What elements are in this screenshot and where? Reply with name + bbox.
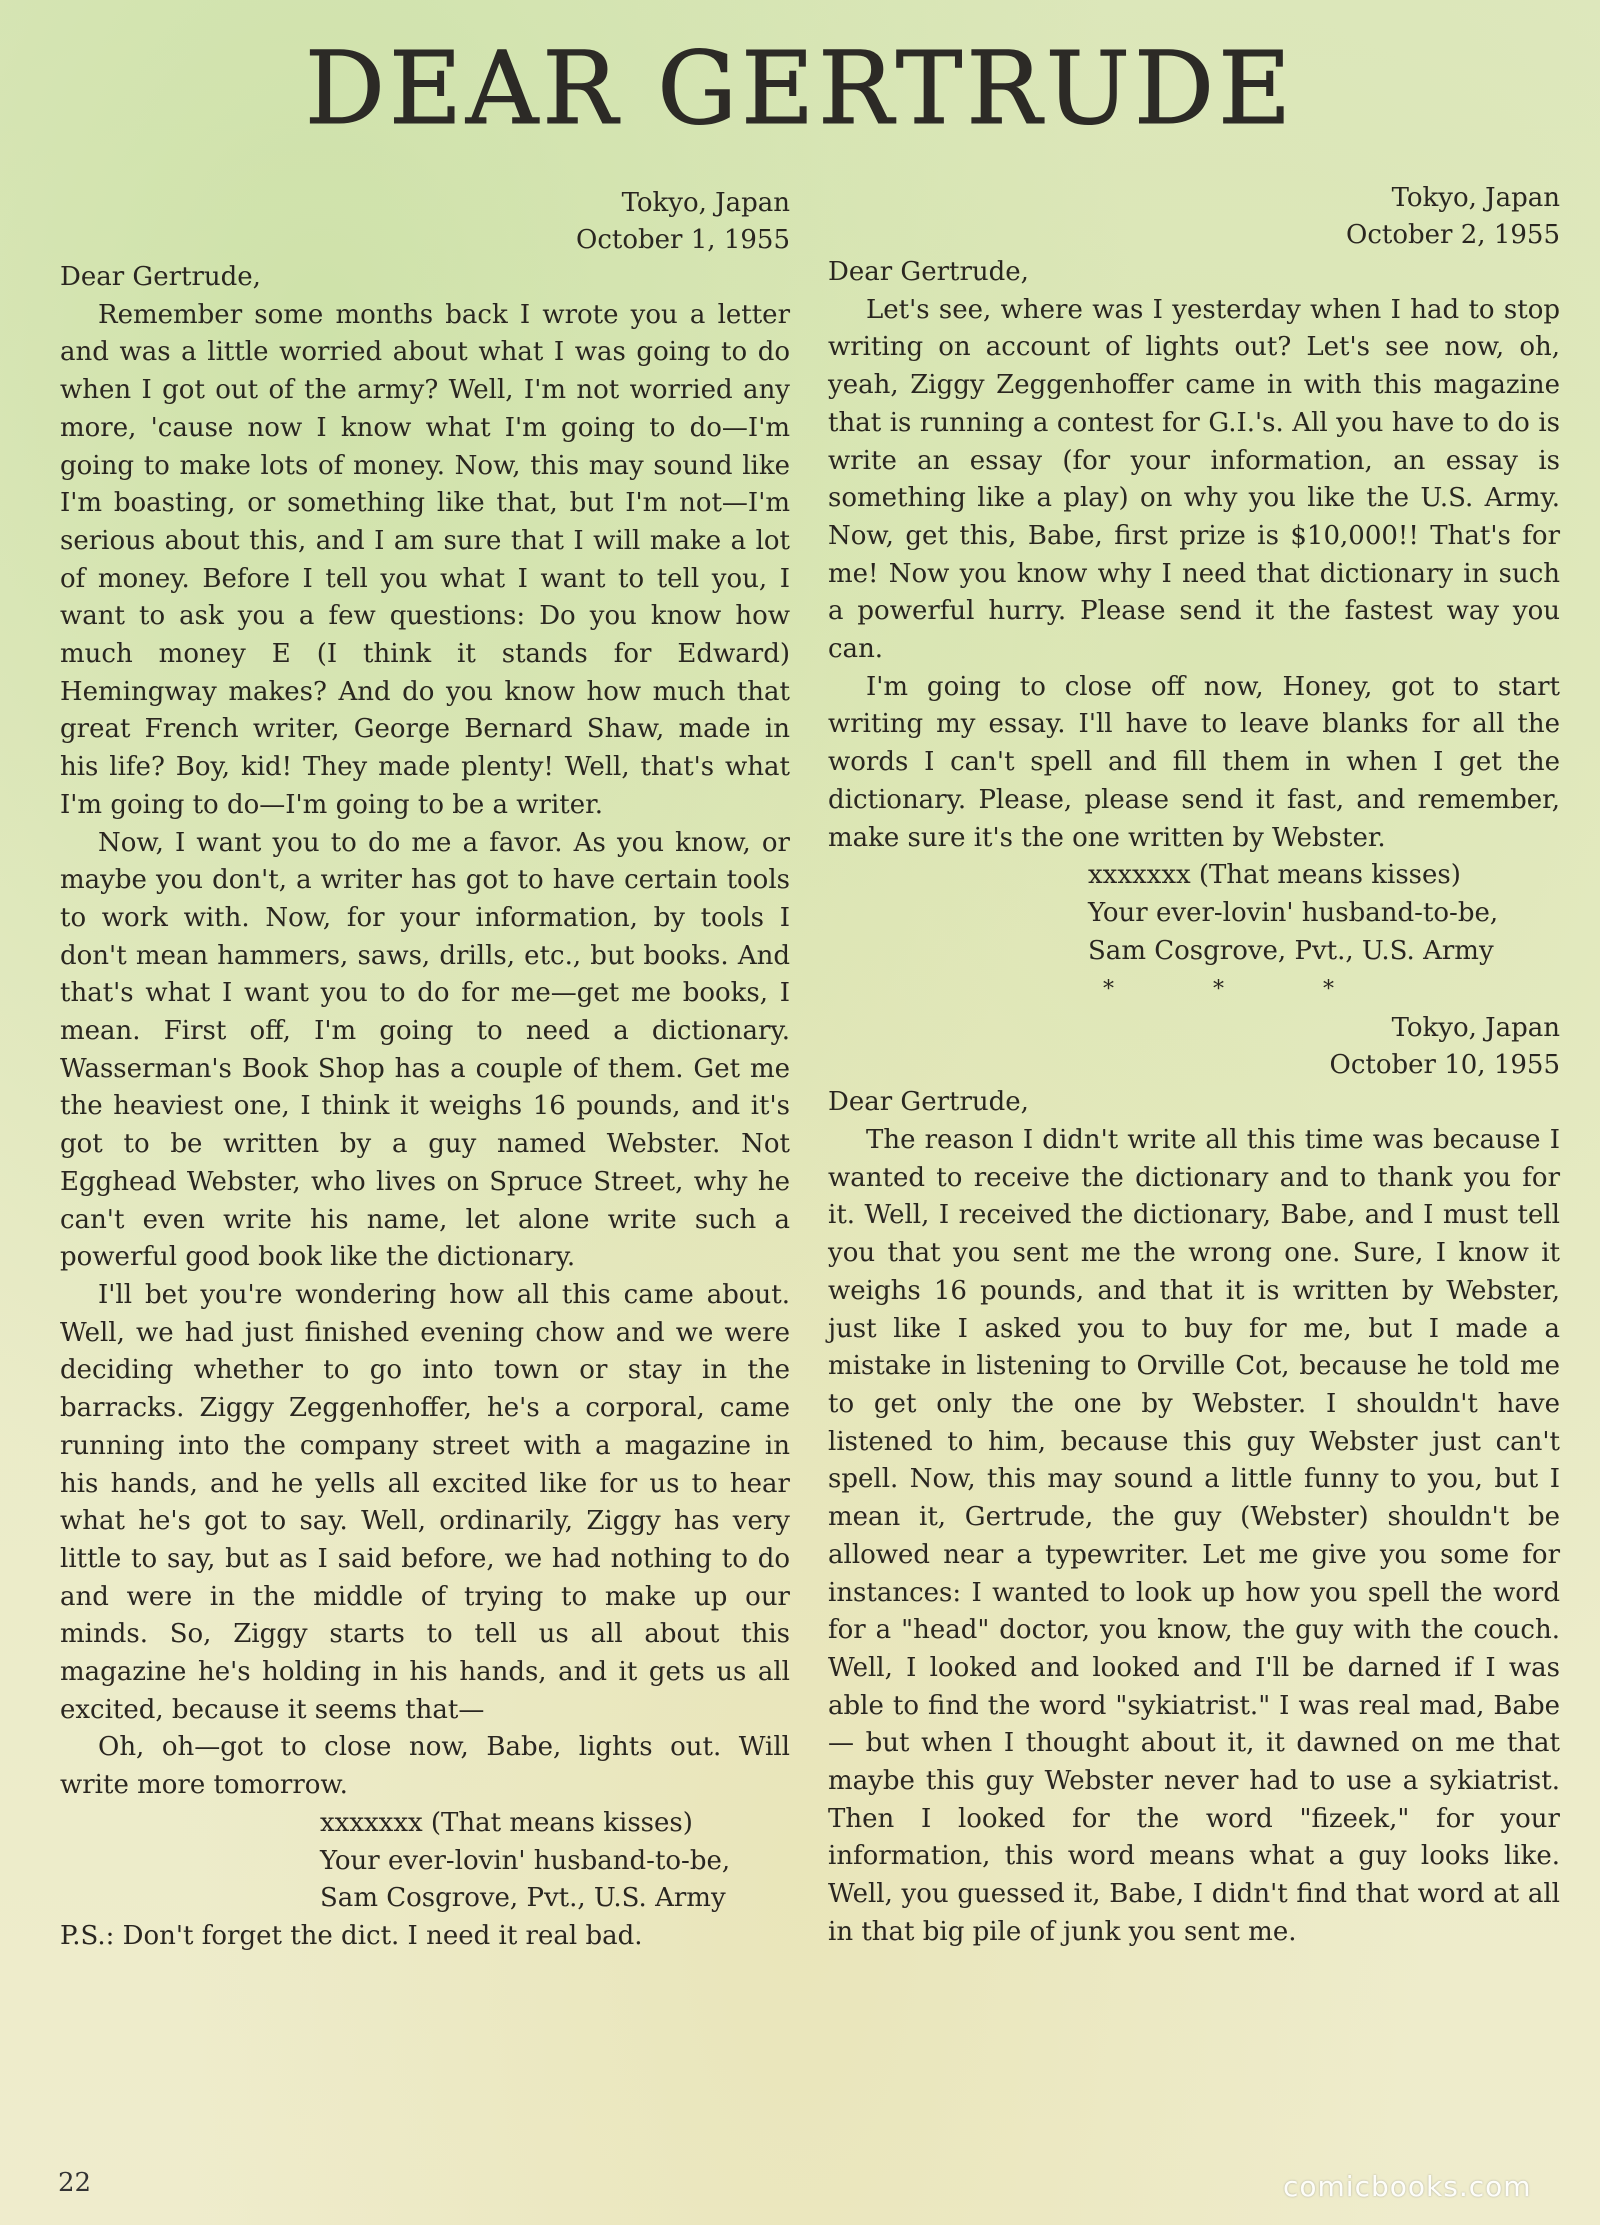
paragraph: Let's see, where was I yesterday when I had to stop writing on account of lights out? Let's see now, oh, yeah, Ziggy Zeggenhoffer came in with this magazine that is running a contest for G.I.'s. All you have to do is write an essay (for your information, an essay is something like a play) on why you like the U.S. Army. Now, get this, Babe, first prize is $10,000!! That's for me! Now you know why I need that dictionary in such a powerful hurry. Please send it the fastest way you can.: [828, 294, 1560, 665]
salutation: Dear Gertrude,: [60, 262, 261, 292]
right-column: [828, 180, 1560, 1952]
signoff-name: Sam Cosgrove, Pvt., U.S. Army: [320, 1883, 726, 1914]
paragraph: Remember some months back I wrote you a letter and was a little worried about what I was going to do when I got out of the army? Well, I'm not worried any more, 'cause now I know what I'm going to do—I'm going to make lots of money. Now, this may sound like I'm boasting, or something like that, but I'm not—I'm serious about this, and I am sure that I will make a lot of money. Before I tell you what I want to tell you, I want to ask you a few questions: Do you know how much money E (I think it stands for Edward) Hemingway makes? And do you know how much that great French writer, George Bernard Shaw, made in his life? Boy, kid! They made plenty! Well, that's what I'm going to do—I'm going to be a writer.: [60, 299, 790, 820]
letter-header: [828, 1010, 1560, 1084]
left-column: [60, 185, 790, 1956]
watermark: comicbooks.com: [1283, 2170, 1532, 2203]
salutation: Dear Gertrude,: [828, 257, 1029, 287]
paragraph: Now, I want you to do me a favor. As you know, or maybe you don't, a writer has got to have certain tools to work with. Now, for your information, by tools I don't mean hammers, saws, drills, etc., but books. And that's what I want you to do for me—get me books, I mean. First off, I'm going to need a dictionary. Wasserman's Book Shop has a couple of them. Get me the heaviest one, I think it weighs 16 pounds, and it's got to be written by a guy named Webster. Not Egghead Webster, who lives on Spruce Street, why he can't even write his name, let alone write such a powerful good book like the dictionary.: [60, 827, 790, 1273]
letter-header: [828, 180, 1560, 254]
paragraph: The reason I didn't write all this time was because I wanted to receive the dictionary and to thank you for it. Well, I received the dictionary, Babe, and I must tell you that you sent me the wrong one. Sure, I know it weighs 16 pounds, and that it is written by Webster, just like I asked you to buy for me, but I made a mistake in listening to Orville Cot, because he told me to get only the one by Webster. I shouldn't have listened to him, because this guy Webster just can't spell. Now, this may sound a little funny to you, but I mean it, Gertrude, the guy (Webster) shouldn't be allowed near a typewriter. Let me give you some for instances: I wanted to look up how you spell the word for a "head" doctor, you know, the guy with the couch. Well, I looked and looked and I'll be darned if I was able to find the word "sykiatrist." I was real mad, Babe — but when I thought about it, it dawned on me that maybe this guy Webster never had to use a sykiatrist. Then I looked for the word "fizeek," for your information, this word means what a guy looks like. Well, you guessed it, Babe, I didn't find that word at all in that big pile of junk you sent me.: [828, 1125, 1560, 1947]
signoff-kisses: xxxxxxx (That means kisses): [1088, 860, 1461, 891]
letter-date: October 1, 1955: [576, 225, 790, 255]
letter-header: [60, 185, 790, 259]
postscript: P.S.: Don't forget the dict. I need it real bad.: [60, 1920, 643, 1951]
paragraph: Oh, oh—got to close now, Babe, lights out. Will write more tomorrow.: [60, 1732, 790, 1801]
page-number: 22: [58, 2168, 92, 2198]
letter-place: Tokyo, Japan: [1391, 1013, 1560, 1044]
letter-date: October 2, 1955: [1346, 220, 1560, 250]
signoff-kisses: xxxxxxx (That means kisses): [320, 1807, 693, 1838]
signoff-closing: Your ever-lovin' husband-to-be,: [1088, 897, 1499, 928]
paragraph: I'm going to close off now, Honey, got to start writing my essay. I'll have to leave blanks for all the words I can't spell and fill them in when I get the dictionary. Please, please send it fast, and remember, make sure it's the one written by Webster.: [828, 671, 1560, 853]
signoff-name: Sam Cosgrove, Pvt., U.S. Army: [1088, 935, 1494, 966]
section-separator: * * *: [1103, 977, 1380, 1003]
salutation: Dear Gertrude,: [828, 1087, 1029, 1118]
signoff-closing: Your ever-lovin' husband-to-be,: [320, 1845, 731, 1876]
letter-place: Tokyo, Japan: [1391, 183, 1560, 213]
letter-place: Tokyo, Japan: [621, 188, 790, 218]
page-title: DEAR GERTRUDE: [304, 30, 1296, 147]
letter-date: October 10, 1955: [1329, 1050, 1560, 1081]
paragraph: I'll bet you're wondering how all this came about. Well, we had just finished evening chow and we were deciding whether to go into town or stay in the barracks. Ziggy Zeggenhoffer, he's a corporal, came running into the company street with a magazine in his hands, and he yells all excited like for us to hear what he's got to say. Well, ordinarily, Ziggy has very little to say, but as I said before, we had nothing to do and were in the middle of trying to make up our minds. So, Ziggy starts to tell us all about this magazine he's holding in his hands, and it gets us all excited, because it seems that—: [60, 1279, 790, 1725]
